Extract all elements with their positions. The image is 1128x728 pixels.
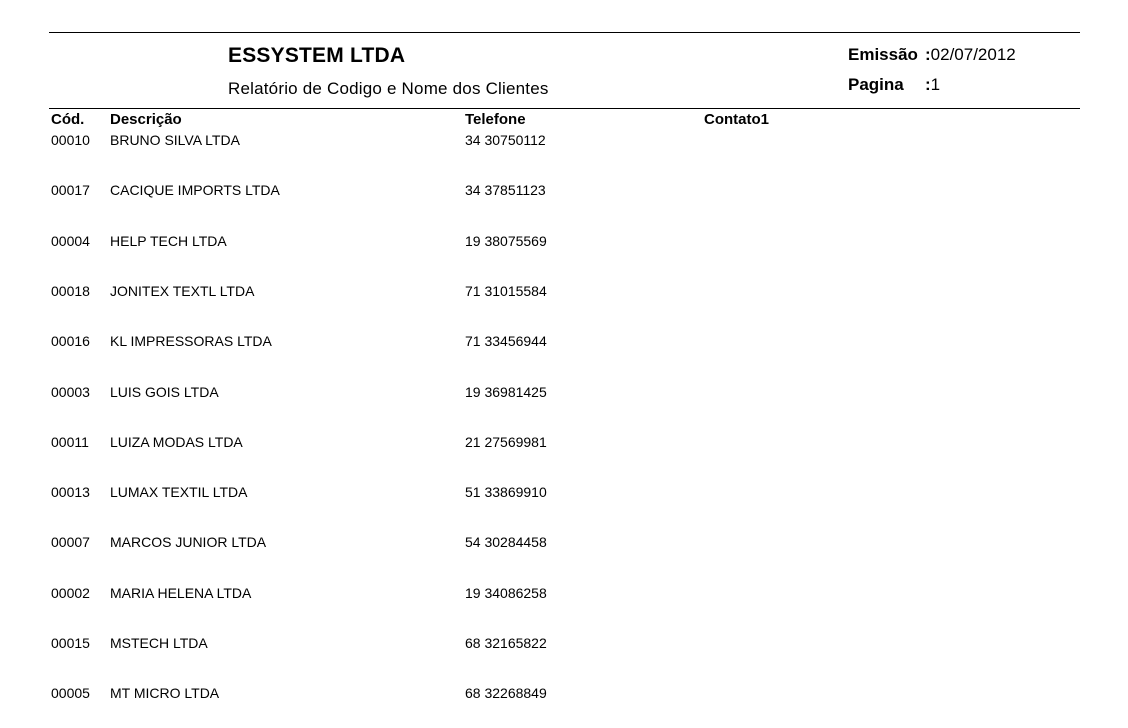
client-description: HELP TECH LTDA: [110, 233, 227, 249]
client-code: 00003: [51, 384, 90, 400]
client-code: 00002: [51, 585, 90, 601]
client-phone: 51 33869910: [465, 484, 547, 500]
table-row: [0, 181, 1128, 199]
client-phone: 71 33456944: [465, 333, 547, 349]
client-description: MT MICRO LTDA: [110, 685, 220, 701]
client-description: MARIA HELENA LTDA: [110, 585, 252, 601]
emission-date-colon: :: [925, 45, 931, 64]
table-row: [0, 533, 1128, 551]
client-phone: 34 30750112: [465, 132, 546, 148]
client-code: 00017: [51, 182, 90, 198]
client-description: LUMAX TEXTIL LTDA: [110, 484, 248, 500]
client-phone: 71 31015584: [465, 283, 547, 299]
client-phone: 68 32268849: [465, 685, 547, 701]
client-phone: 19 36981425: [465, 384, 547, 400]
client-code: 00010: [51, 132, 90, 148]
client-code: 00004: [51, 233, 90, 249]
client-phone: 19 34086258: [465, 585, 547, 601]
client-code: 00011: [51, 434, 89, 450]
client-description: MSTECH LTDA: [110, 635, 208, 651]
client-description: JONITEX TEXTL LTDA: [110, 283, 255, 299]
table-row: [0, 232, 1128, 250]
table-row: [0, 634, 1128, 652]
table-row: [0, 433, 1128, 451]
table-row: [0, 282, 1128, 300]
client-description: BRUNO SILVA LTDA: [110, 132, 240, 148]
client-code: 00005: [51, 685, 90, 701]
client-description: LUIZA MODAS LTDA: [110, 434, 243, 450]
table-row: [0, 584, 1128, 602]
report-subtitle: Relatório de Codigo e Nome dos Clientes: [228, 79, 549, 98]
client-code: 00007: [51, 534, 90, 550]
client-description: CACIQUE IMPORTS LTDA: [110, 182, 280, 198]
client-description: LUIS GOIS LTDA: [110, 384, 219, 400]
client-description: KL IMPRESSORAS LTDA: [110, 333, 272, 349]
page-number-colon: :: [925, 75, 931, 94]
page-number-label: Pagina: [848, 75, 904, 94]
client-code: 00015: [51, 635, 90, 651]
table-row: [0, 483, 1128, 501]
column-header-cod: Cód.: [51, 111, 85, 128]
company-name: ESSYSTEM LTDA: [228, 44, 406, 67]
page-number-value: 1: [930, 75, 941, 94]
table-row: [0, 332, 1128, 350]
client-phone: 21 27569981: [465, 434, 547, 450]
client-phone: 19 38075569: [465, 233, 547, 249]
client-phone: 54 30284458: [465, 534, 547, 550]
client-phone: 68 32165822: [465, 635, 547, 651]
client-description: MARCOS JUNIOR LTDA: [110, 534, 267, 550]
column-header-telefone: Telefone: [465, 111, 526, 128]
column-header-descricao: Descrição: [110, 111, 182, 128]
column-header-contato: Contato1: [704, 111, 769, 128]
table-row: [0, 383, 1128, 401]
table-row: [0, 131, 1128, 149]
emission-date-label: Emissão: [848, 45, 918, 64]
client-code: 00016: [51, 333, 90, 349]
client-code: 00018: [51, 283, 90, 299]
table-row: [0, 684, 1128, 702]
emission-date-value: 02/07/2012: [930, 45, 1016, 64]
client-code: 00013: [51, 484, 90, 500]
client-phone: 34 37851123: [465, 182, 546, 198]
